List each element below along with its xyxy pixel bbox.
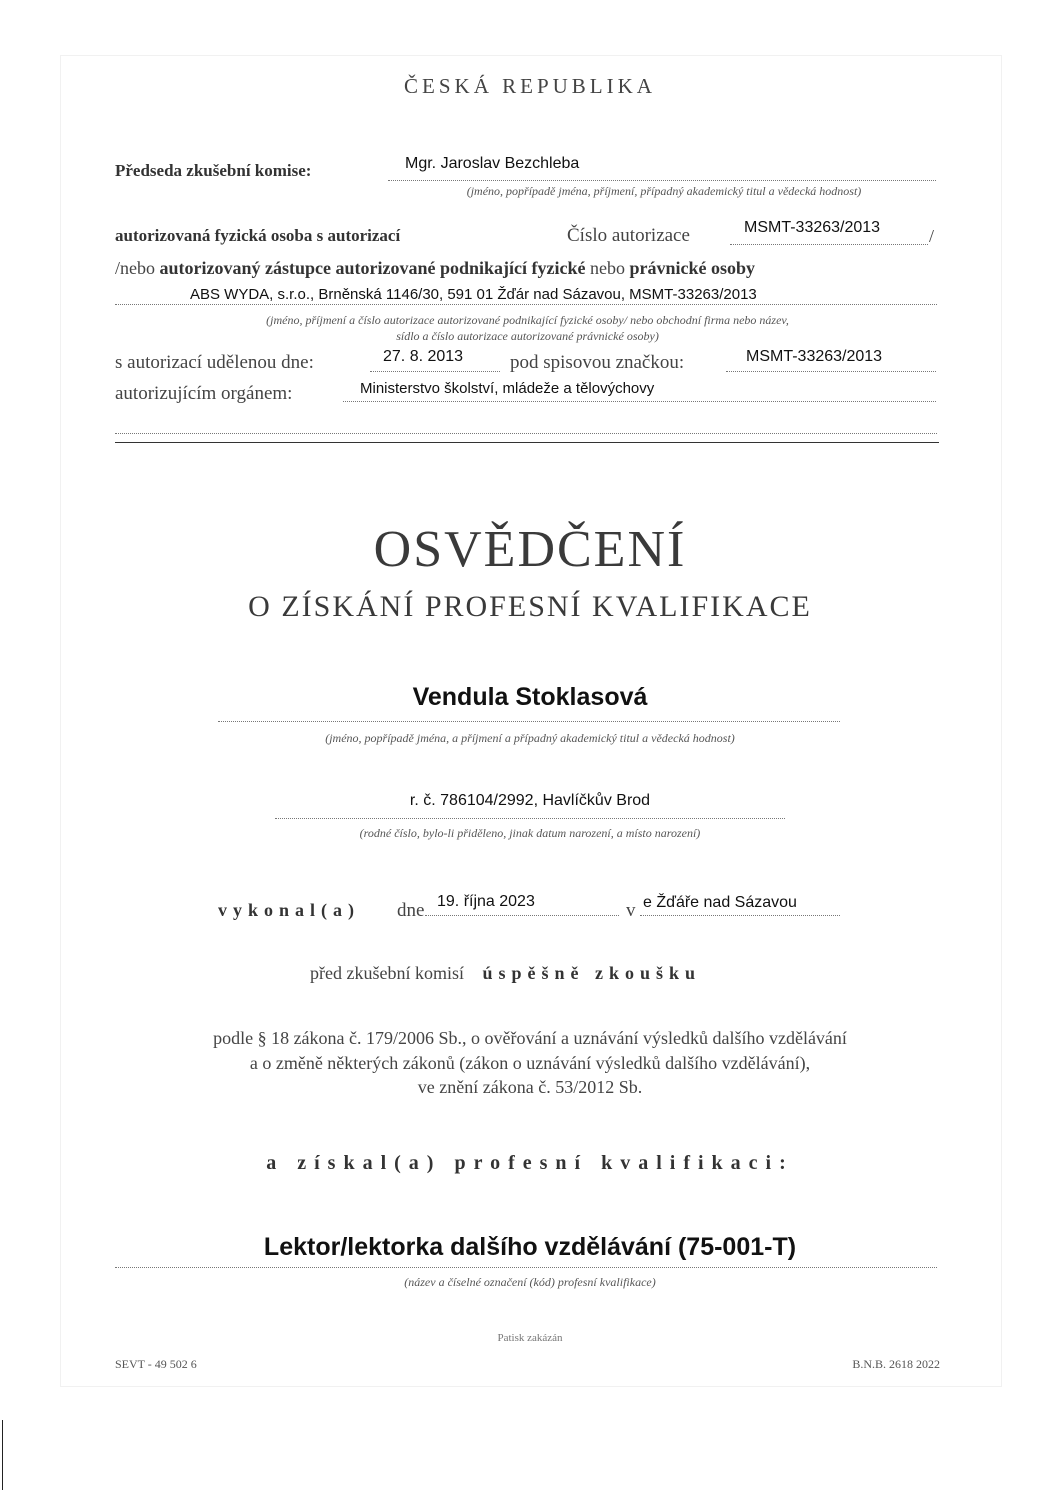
- qualification-caption: (název a číselné označení (kód) profesní kvalifikace): [404, 1275, 656, 1289]
- birth-dotted-line: [275, 818, 785, 819]
- place-dotted-line: [640, 915, 840, 916]
- qualification-value: Lektor/lektorka dalšího vzdělávání (75-001-T): [263, 1233, 797, 1261]
- law-line-1: podle § 18 zákona č. 179/2006 Sb., o ověřování a uznávání výsledků dalšího vzdělávání: [213, 1028, 847, 1048]
- birth-value: r. č. 786104/2992, Havlíčkův Brod: [409, 792, 651, 809]
- success-label: úspěšně zkoušku: [482, 963, 702, 983]
- chair-dotted-line: [388, 180, 936, 181]
- representative-line: [115, 258, 755, 279]
- acquired-label: a získal(a) profesní kvalifikaci:: [266, 1152, 794, 1174]
- performed-label: vykonal(a): [218, 900, 361, 920]
- granted-dotted-line: [370, 371, 500, 372]
- date-dotted-line: [425, 915, 619, 916]
- exam-date: 19. října 2023: [437, 893, 535, 910]
- granted-date: 27. 8. 2013: [383, 348, 464, 365]
- file-number: MSMT-33263/2013: [746, 348, 883, 365]
- representative-mid: nebo: [589, 258, 625, 278]
- in-label: v: [626, 900, 636, 921]
- representative-pre: /nebo: [115, 258, 155, 278]
- day-label: dne: [397, 900, 425, 921]
- before-committee-label: před zkušební komisí: [310, 963, 464, 983]
- certificate-subtitle: O ZÍSKÁNÍ PROFESNÍ KVALIFIKACE: [248, 590, 812, 623]
- certificate-title: OSVĚDČENÍ: [373, 521, 687, 578]
- authorization-number-label: Číslo autorizace: [567, 225, 690, 246]
- representative-bold-1: autorizovaný zástupce autorizované podnikající fyzické: [159, 258, 586, 278]
- holder-caption: (jméno, popřípadě jména, a příjmení a případný akademický titul a vědecká hodnost): [325, 731, 735, 745]
- authorized-person-label: autorizovaná fyzická osoba s autorizací: [115, 226, 401, 245]
- exam-statement: [310, 963, 701, 984]
- chair-label: Předseda zkušební komise:: [115, 161, 312, 180]
- qualification-dotted-line: [115, 1267, 937, 1268]
- granted-label: s autorizací udělenou dne:: [115, 352, 314, 373]
- law-line-3: ve znění zákona č. 53/2012 Sb.: [417, 1077, 643, 1097]
- authority-value: Ministerstvo školství, mládeže a tělovýchovy: [360, 380, 655, 397]
- scan-edge-mark: [2, 1420, 3, 1490]
- entity-caption-1: (jméno, příjmení a číslo autorizace autorizované podnikající fyzické osoby/ nebo obchodní firma nebo název,: [266, 313, 789, 327]
- form-code: SEVT - 49 502 6: [115, 1357, 197, 1371]
- holder-dotted-line: [218, 721, 840, 722]
- entity-caption-2: sídlo a číslo autorizace autorizované právnické osoby): [396, 329, 659, 343]
- print-code: B.N.B. 2618 2022: [852, 1357, 940, 1371]
- entity-value: ABS WYDA, s.r.o., Brněnská 1146/30, 591 01 Žďár nad Sázavou, MSMT-33263/2013: [190, 286, 757, 303]
- chair-caption: (jméno, popřípadě jména, příjmení, případný akademický titul a vědecká hodnost): [466, 184, 862, 198]
- file-dotted-line: [726, 371, 936, 372]
- holder-name: Vendula Stoklasová: [412, 683, 648, 711]
- entity-dotted-line: [115, 304, 937, 305]
- authority-label: autorizujícím orgánem:: [115, 383, 293, 404]
- representative-bold-2: právnické osoby: [629, 258, 756, 278]
- section-divider: [115, 442, 939, 443]
- reprint-notice: Patisk zakázán: [497, 1332, 563, 1344]
- chair-value: Mgr. Jaroslav Bezchleba: [405, 155, 580, 172]
- authorization-slash: /: [929, 226, 935, 246]
- country-heading: ČESKÁ REPUBLIKA: [404, 74, 656, 98]
- authorization-number-value: MSMT-33263/2013: [744, 219, 881, 236]
- blank-dotted-line: [115, 433, 937, 434]
- authorization-number-dotted-line: [730, 244, 928, 245]
- law-line-2: a o změně některých zákonů (zákon o uznávání výsledků dalšího vzdělávání),: [249, 1053, 811, 1073]
- authority-dotted-line: [343, 401, 936, 402]
- file-label: pod spisovou značkou:: [510, 352, 685, 373]
- birth-caption: (rodné číslo, bylo-li přiděleno, jinak datum narození, a místo narození): [359, 826, 701, 840]
- exam-place: e Žďáře nad Sázavou: [643, 894, 797, 911]
